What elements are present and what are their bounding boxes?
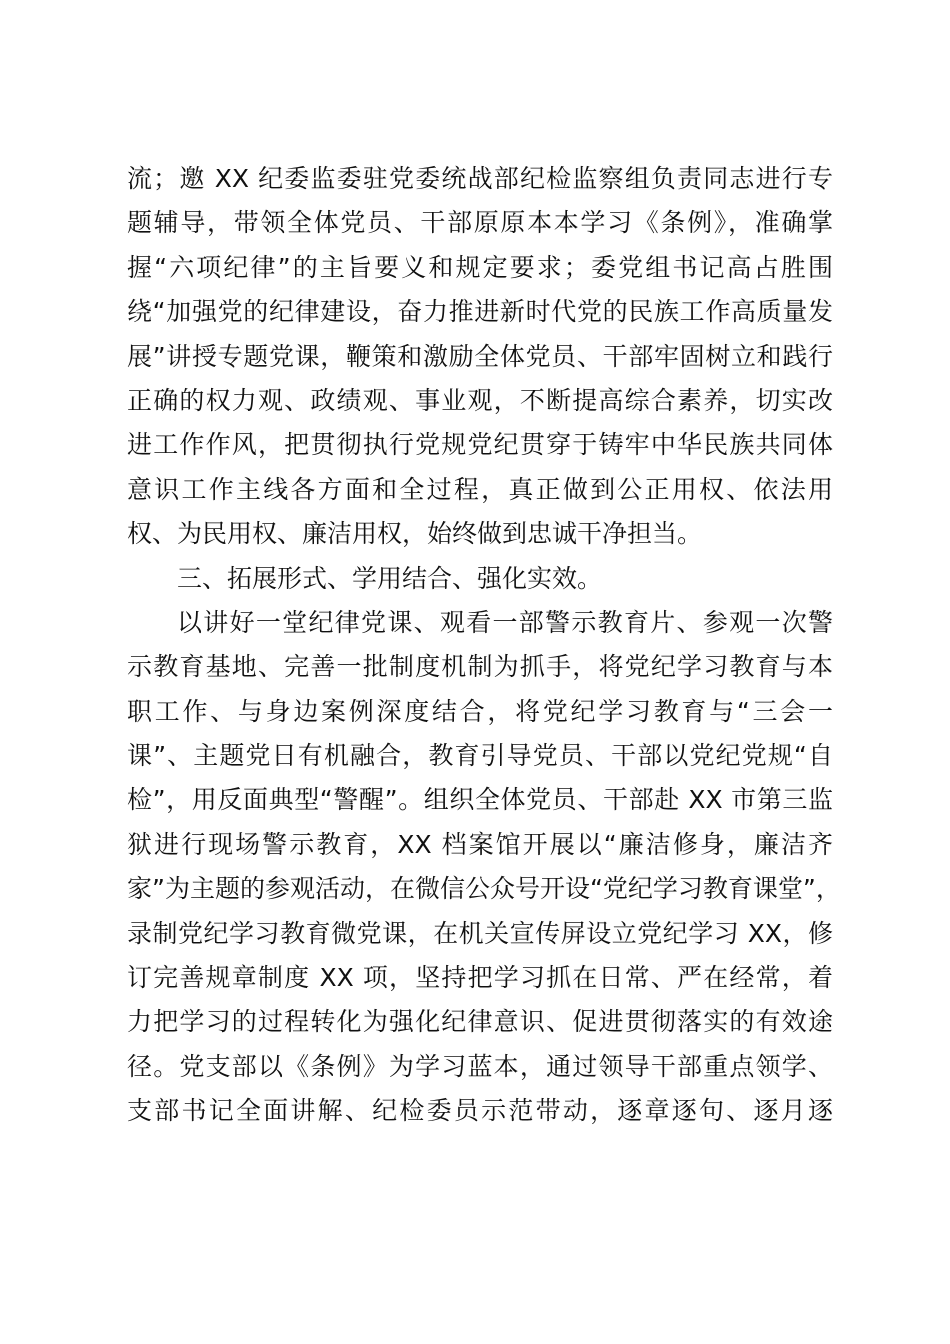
paragraph-line: 以讲好一堂纪律党课、观看一部警示教育片、参观一次警 [177,607,833,637]
paragraph-line: 权、为民用权、廉洁用权，始终做到忠诚干净担当。 [127,519,703,549]
paragraph-line: 职工作、与身边案例深度结合，将党纪学习教育与“三会一 [127,696,833,726]
paragraph-line: 流；邀 XX 纪委监委驻党委统战部纪检监察组负责同志进行专 [127,164,833,193]
section-heading: 三、拓展形式、学用结合、强化实效。 [177,563,603,593]
paragraph-line: 展”讲授专题党课，鞭策和激励全体党员、干部牢固树立和践行 [127,341,833,371]
paragraph-line: 示教育基地、完善一批制度机制为抓手，将党纪学习教育与本 [127,652,833,682]
paragraph-line: 订完善规章制度 XX 项，坚持把学习抓在日常、严在经常，着 [127,963,833,993]
paragraph-line: 狱进行现场警示教育，XX 档案馆开展以“廉洁修身，廉洁齐 [127,829,833,859]
paragraph-line: 绕“加强党的纪律建设，奋力推进新时代党的民族工作高质量发 [127,297,833,327]
paragraph-line: 录制党纪学习教育微党课，在机关宣传屏设立党纪学习 XX，修 [127,918,833,948]
paragraph-line: 支部书记全面讲解、纪检委员示范带动，逐章逐句、逐月逐 [127,1096,833,1126]
paragraph-line: 家”为主题的参观活动，在微信公众号开设“党纪学习教育课堂”， [127,874,841,904]
paragraph-line: 径。党支部以《条例》为学习蓝本，通过领导干部重点领学、 [127,1051,833,1081]
paragraph-line: 握“六项纪律”的主旨要义和规定要求；委党组书记高占胜围 [127,252,833,282]
paragraph-continued [127,157,841,1134]
paragraph-line: 意识工作主线各方面和全过程，真正做到公正用权、依法用 [127,474,833,504]
paragraph-line: 题辅导，带领全体党员、干部原原本本学习《条例》，准确掌 [127,208,833,238]
paragraph-line: 正确的权力观、政绩观、事业观，不断提高综合素养，切实改 [127,385,833,415]
paragraph-line: 进工作作风，把贯彻执行党规党纪贯穿于铸牢中华民族共同体 [127,430,833,460]
paragraph-line: 力把学习的过程转化为强化纪律意识、促进贯彻落实的有效途 [127,1007,833,1037]
paragraph-line: 课”、主题党日有机融合，教育引导党员、干部以党纪党规“自 [127,741,833,771]
paragraph-line: 检”，用反面典型“警醒”。组织全体党员、干部赴 XX 市第三监 [127,785,833,815]
